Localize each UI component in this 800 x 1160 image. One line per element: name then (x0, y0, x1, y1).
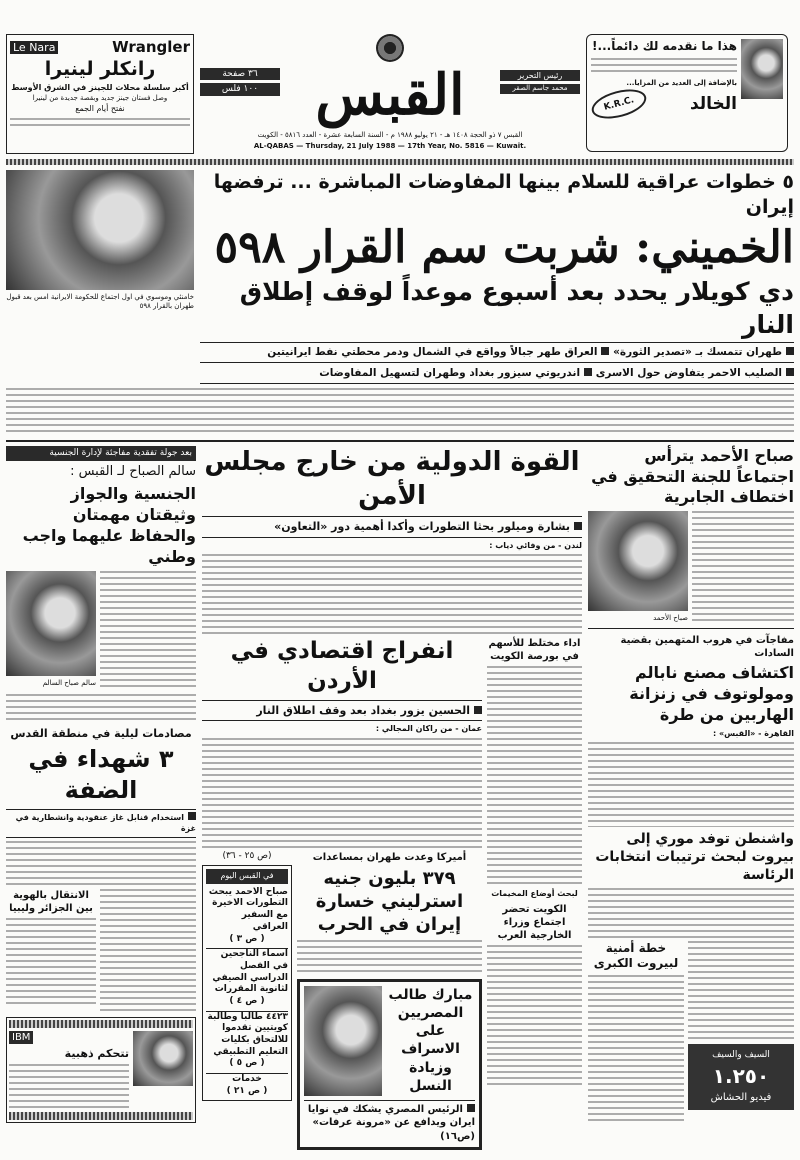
left-column (6, 446, 196, 1123)
ad-line: نفتح أيام الجمع (75, 104, 125, 114)
ad-footer: بالإضافة إلى العديد من المزايا... (626, 78, 737, 87)
index-title: في القبس اليوم (206, 869, 288, 883)
ibm-body (9, 1064, 129, 1109)
mubarak-photo (304, 986, 382, 1096)
index-item[interactable] (206, 948, 288, 1007)
westbank-headline: ٣ شهداء في الضفة (28, 744, 174, 804)
lead-section (6, 170, 794, 384)
westbank-kicker: مصادمات ليلية في منطقة القدس (10, 726, 192, 740)
dateline-english: AL-QABAS — Thursday, 21 July 1988 — 17th Year, No. 5816 — Kuwait. (253, 142, 527, 151)
bourse-headline: اداء مختلط للأسهم في بورصة الكويت (488, 638, 581, 663)
bullet-icon (584, 368, 592, 376)
ad-krc-oval: K.R.C. (589, 84, 650, 124)
index-item-ref: ( ص ٤ ) (229, 995, 265, 1006)
ad-line: وصل فستان جينز جديد وبقصة جديدة من لينيرا (32, 94, 168, 103)
lead-subhead: دي كويلار يحدد بعد أسبوع موعداً لوقف إطلاق النار (239, 277, 794, 339)
index-item-ref: ( ص ٢١ ) (226, 1085, 268, 1096)
ad-line: السيف والسيف (712, 1049, 770, 1060)
bourse-body (487, 666, 582, 886)
security-dateline: لندن - من وفائي دياب : (489, 540, 582, 550)
ibm-computer-photo (133, 1031, 193, 1086)
index-item-ref: ( ص ٣ ) (229, 933, 265, 944)
ad-title: هذا ما نقدمه لك دائماً...! (592, 39, 737, 53)
index-item-text: خدمات (232, 1074, 262, 1085)
lead-bullet: اندريوتي سيزور بغداد وطهران لتسهيل المفاوضات (319, 367, 581, 380)
beirut-body (588, 975, 684, 1125)
sadat-headline: اكتشاف مصنع نابالم ومولوتوف في زنزانة الهاربين من طرة (629, 663, 794, 724)
ad-body (591, 58, 737, 76)
security-sub-text: بشارة وميلور بحثا التطورات وأكدا أهمية دور «التعاون» (274, 520, 570, 534)
salem-photo (6, 571, 96, 676)
lead-body-text (6, 388, 794, 436)
bullet-icon (601, 347, 609, 355)
bullet-icon (467, 1104, 475, 1112)
lead-bullets-row (200, 364, 794, 384)
ibm-strip (9, 1112, 193, 1120)
index-item-ref: ( ص ٥ ) (229, 1058, 265, 1069)
lead-photo-caption: خامنئي وموسوي في اول اجتماع للحكومة الايرانية امس بعد قبول طهران بالقرار ٥٩٨ (6, 293, 194, 311)
ad-brand-wrangler: Wrangler (112, 38, 190, 56)
ad-price: ١.٢٥٠ (712, 1064, 770, 1089)
divider (6, 440, 794, 442)
ad-line: أكبر سلسلة محلات للجينز في الشرق الأوسط (11, 82, 189, 92)
salem-headline: الجنسية والجواز وثيقتان مهمتان والحفاظ عليهما واجب وطني (22, 484, 196, 566)
ad-alkhaled (586, 34, 788, 152)
security-body (202, 554, 582, 634)
security-headline: القوة الدولية من خارج مجلس الأمن (204, 446, 580, 511)
ad-wrangler (6, 34, 194, 154)
jordan-body (202, 738, 482, 848)
beirut-plan-headline: خطة أمنية لبيروت الكبرى (593, 940, 679, 971)
lead-headline: الخميني: شربت سم القرار ٥٩٨ (214, 222, 794, 274)
sabah-photo (588, 511, 688, 611)
ad-thumb-photo (741, 39, 783, 99)
salem-caption: سالم صباح السالم (42, 678, 96, 687)
salem-body (100, 571, 196, 691)
bullet-icon (188, 812, 196, 820)
mubarak-box (297, 979, 482, 1151)
index-item[interactable] (206, 887, 288, 945)
pages-count: ٣٦ صفحة (200, 68, 280, 81)
index-item-text: صباح الاحمد يبحث التطورات الاخيرة مع السفير العراقي (208, 886, 288, 932)
masthead-divider (6, 159, 794, 165)
price: ١٠٠ فلس (200, 83, 280, 96)
mubarak-headline: مبارك طالب المصريين على الاسراف وزيادة النسل (388, 986, 473, 1094)
lead-bullet: الصليب الاحمر يتفاوض حول الاسرى (595, 367, 782, 380)
westbank-sub-text: استخدام قنابل غاز عنقودية وانشطارية في غزة (15, 813, 196, 834)
sadat-kicker: مفاجآت في هروب المتهمين بقضية السادات (620, 635, 794, 660)
ad-video (688, 1044, 794, 1111)
security-sub (202, 516, 582, 537)
kuwait-fm-headline: الكويت تحضر اجتماع وزراء الخارجية العرب (497, 903, 572, 941)
westbank-sub (6, 809, 196, 837)
westbank-body-cont (100, 889, 196, 1014)
index-item[interactable] (206, 1011, 288, 1070)
ad-brand: الخالد (689, 93, 737, 114)
logo-emblem (376, 34, 404, 62)
kuwait-fm-body (487, 945, 582, 1085)
ad-brand-lenara: Le Nara (10, 41, 58, 54)
ibm-strip (9, 1020, 193, 1028)
newspaper-logo: القبس (315, 62, 465, 128)
ibm-brand: IBM (9, 1031, 33, 1044)
bullet-icon (474, 706, 482, 714)
index-item[interactable] (206, 1073, 288, 1097)
masthead (6, 34, 794, 154)
index-box (202, 865, 292, 1101)
bullet-icon (574, 522, 582, 530)
masthead-center (200, 34, 580, 151)
westbank-body (6, 841, 196, 886)
salem-bar: بعد جولة تفقدية مفاجئة لإدارة الجنسية (6, 446, 196, 462)
mubarak-bottom-text: الرئيس المصري يشكك في نوايا ايران ويدافع عن «مرونة عرفات» (ص١٦) (307, 1103, 475, 1142)
sabah-headline: صباح الأحمد يترأس اجتماعاً للجنة التحقيق في اختطاف الجابرية (591, 445, 794, 507)
lead-photo (6, 170, 194, 290)
kuwait-fm-kicker: لبحث أوضاع المخيمات (491, 889, 578, 899)
algeria-body (6, 918, 96, 1008)
sadat-body (588, 742, 794, 827)
bullet-icon (786, 347, 794, 355)
jordan-dateline: عمان - من راكان المجالي : (375, 724, 482, 734)
ad-title: رانكلر لينيرا (44, 58, 156, 80)
murphy-headline: واشنطن توفد موري إلى بيروت لبحث ترتيبات انتخابات الرئاسة (595, 831, 794, 884)
sabah-caption: صباح الأحمد (653, 614, 688, 623)
main-columns (6, 446, 794, 1151)
algeria-headline: الانتقال بالهوية بين الجزائر وليبيا (9, 889, 93, 914)
lead-bullets-row (200, 342, 794, 363)
salem-body-cont (6, 694, 196, 724)
sadat-dateline: القاهرة - «القبس» : (712, 728, 794, 738)
lead-bullet: طهران تتمسك بـ «تصدير الثورة» (613, 346, 782, 359)
iran-cost-kicker: أميركا وعدت طهران بمساعدات (312, 851, 467, 863)
divider (588, 628, 794, 629)
murphy-body (588, 888, 794, 938)
salem-kicker: سالم الصباح لـ القبس : (70, 464, 196, 480)
sabah-body (692, 511, 794, 621)
ad-addresses (10, 118, 190, 130)
jordan-headline: انفراج اقتصادي في الأردن (230, 638, 454, 695)
right-column (588, 446, 794, 1125)
index-item-text: اسماء الناجحين في الفصل الدراسي الصيفي لثانوية المقررات (212, 949, 288, 995)
jordan-sub (202, 700, 482, 721)
mubarak-bottom (304, 1100, 475, 1144)
murphy-body-cont (688, 941, 794, 1041)
index-item-text: ٤٤٢٣ طالبا وطالبة كويتيين تقدموا للالتحاق بكليات التعليم التطبيقي (207, 1011, 288, 1057)
ad-line: فيديو الحشاش (710, 1092, 772, 1104)
lead-kicker: ٥ خطوات عراقية للسلام بينها المفاوضات المباشرة ... ترفضها إيران (213, 171, 794, 218)
jordan-sub-text: الحسين يزور بغداد بعد وقف اطلاق النار (256, 703, 470, 717)
bullet-icon (786, 368, 794, 376)
iran-cost-ref: (ص ٢٥ - ٣٦) (222, 850, 272, 861)
ad-ibm (6, 1017, 196, 1123)
ibm-title: تتحكم ذهبية (64, 1046, 129, 1060)
editor-name: محمد جاسم الصقر (500, 84, 580, 94)
iran-cost-body (297, 940, 482, 976)
iran-cost-headline: ٣٧٩ بليون جنيه استرليني خسارة إيران في الحرب (315, 867, 464, 936)
center-column (202, 446, 582, 1151)
dateline-arabic: القبس ٧ ذو الحجة ١٤٠٨ هـ - ٢١ يوليو ١٩٨٨ م - السنة السابعة عشرة - العدد ٥٨١٦ - الكويت (257, 131, 523, 140)
editor-title: رئيس التحرير (500, 70, 580, 81)
lead-bullet: العراق طهر جبالاً وواقع في الشمال ودمر محطتي نفط ايرانيتين (267, 346, 598, 359)
